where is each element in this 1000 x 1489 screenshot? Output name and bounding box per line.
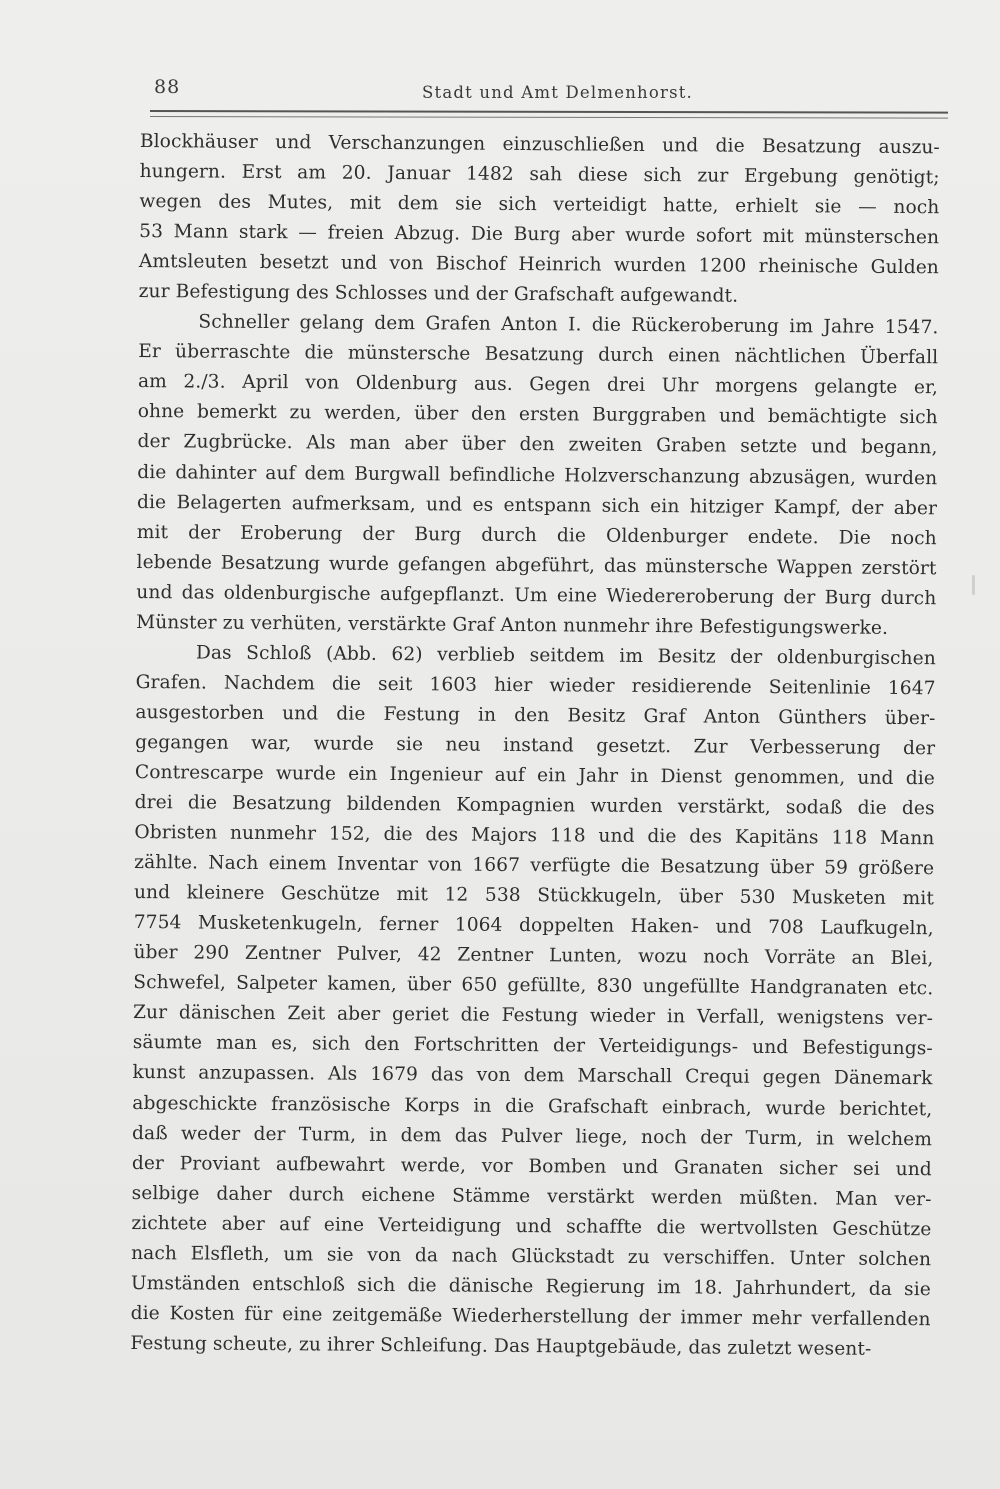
text-line: hungern. Erst am 20. Januar 1482 sah diese sich zur Ergebung genötigt; bbox=[139, 161, 940, 189]
text-line: die dahinter auf dem Burgwall befindliche Holzverschanzung abzusägen, wurden bbox=[137, 461, 938, 489]
text-line: nach Elsfleth, um sie von da nach Glückstadt zu verschiffen. Unter solchen bbox=[131, 1242, 932, 1270]
text-line: Festung scheute, zu ihrer Schleifung. Das Hauptgebäude, das zuletzt wesent- bbox=[130, 1332, 872, 1360]
paragraph bbox=[130, 638, 936, 1365]
text-line: Schwefel, Salpeter kamen, über 650 gefüllte, 830 ungefüllte Handgranaten etc. bbox=[133, 972, 934, 1000]
text-line: Grafen. Nachdem die seit 1603 hier wieder residierende Seitenlinie 1647 bbox=[135, 671, 936, 700]
text-line: drei die Besatzung bildenden Kompagnien wurden verstärkt, sodaß die des bbox=[134, 792, 935, 820]
scan-artifact bbox=[972, 575, 975, 595]
text-line: gegangen war, wurde sie neu instand gesetzt. Zur Verbesserung der bbox=[135, 731, 936, 760]
text-line: Das Schloß (Abb. 62) verblieb seitdem im Besitz der oldenburgischen bbox=[195, 642, 936, 670]
running-head bbox=[150, 72, 948, 112]
text-line: Er überraschte die münstersche Besatzung durch einen nächtlichen Überfall bbox=[138, 341, 939, 369]
text-line: 53 Mann stark — freien Abzug. Die Burg aber wurde sofort mit münsterschen bbox=[139, 221, 940, 249]
body-text bbox=[130, 127, 940, 1365]
text-line: zichtete aber auf eine Verteidigung und schaffte die wertvollsten Geschütze bbox=[131, 1212, 932, 1240]
running-title: Stadt und Amt Delmenhorst. bbox=[422, 83, 694, 102]
text-line: und kleinere Geschütze mit 12 538 Stückkugeln, über 530 Musketen mit bbox=[133, 882, 935, 910]
page-number: 88 bbox=[154, 76, 181, 98]
text-line: kunst anzupassen. Als 1679 das von dem Marschall Crequi gegen Dänemark bbox=[132, 1062, 933, 1090]
text-line: abgeschickte französische Korps in die Grafschaft einbrach, wurde berichtet, bbox=[132, 1092, 933, 1120]
text-line: Zur dänischen Zeit aber geriet die Festung wieder in Verfall, wenigstens ver- bbox=[132, 1002, 934, 1030]
text-line: am 2./3. April von Oldenburg aus. Gegen drei Uhr morgens gelangte er, bbox=[137, 371, 939, 399]
text-line: die Kosten für eine zeitgemäße Wiederherstellung der immer mehr verfallenden bbox=[130, 1302, 931, 1331]
text-line: die Belagerten aufmerksam, und es entspann sich ein hitziger Kampf, der aber bbox=[136, 491, 938, 519]
text-line: daß weder der Turm, in dem das Pulver liege, noch der Turm, in welchem bbox=[132, 1122, 933, 1150]
text-line: ausgestorben und die Festung in den Besitz Graf Anton Günthers über- bbox=[135, 701, 936, 730]
text-line: säumte man es, sich den Fortschritten der Verteidigungs- und Befestigungs- bbox=[132, 1032, 933, 1060]
text-line: wegen des Mutes, mit dem sie sich verteidigt hatte, erhielt sie — noch bbox=[139, 191, 940, 219]
text-line: lebende Besatzung wurde gefangen abgeführt, das münstersche Wappen zerstört bbox=[136, 551, 937, 579]
text-line: Schneller gelang dem Grafen Anton I. die Rückeroberung im Jahre 1547. bbox=[198, 311, 939, 339]
text-line: selbige daher durch eichene Stämme verstärkt werden müßten. Man ver- bbox=[131, 1182, 932, 1210]
paragraph bbox=[136, 307, 939, 644]
text-line: Umständen entschloß sich die dänische Regierung im 18. Jahrhundert, da sie bbox=[130, 1272, 931, 1301]
text-line: Amtsleuten besetzt und von Bischof Heinrich wurden 1200 rheinische Gulden bbox=[138, 251, 939, 279]
text-line: der Zugbrücke. Als man aber über den zweiten Graben setzte und begann, bbox=[137, 431, 938, 459]
text-line: Obristen nunmehr 152, die des Majors 118 und die des Kapitäns 118 Mann bbox=[134, 822, 935, 850]
text-line: 7754 Musketenkugeln, ferner 1064 doppelten Haken- und 708 Laufkugeln, bbox=[133, 912, 934, 940]
text-line: Münster zu verhüten, verstärkte Graf Anton nunmehr ihre Befestigungswerke. bbox=[136, 611, 889, 639]
text-line: mit der Eroberung der Burg durch die Oldenburger endete. Die noch bbox=[136, 521, 937, 549]
text-line: der Proviant aufbewahrt werde, vor Bomben und Granaten sicher sei und bbox=[131, 1152, 932, 1180]
paragraph bbox=[139, 127, 940, 314]
text-line: Blockhäuser und Verschanzungen einzuschließen und die Besatzung auszu- bbox=[139, 130, 940, 159]
text-line: über 290 Zentner Pulver, 42 Zentner Lunten, wozu noch Vorräte an Blei, bbox=[133, 942, 934, 970]
text-line: und das oldenburgische aufgepflanzt. Um eine Wiedereroberung der Burg durch bbox=[136, 581, 937, 609]
header-rule-thin bbox=[150, 116, 948, 119]
text-line: zählte. Nach einem Inventar von 1667 verfügte die Besatzung über 59 größere bbox=[134, 852, 935, 880]
header-rule-thick bbox=[150, 110, 948, 113]
text-line: Contrescarpe wurde ein Ingenieur auf ein Jahr in Dienst genommen, und die bbox=[134, 761, 935, 790]
text-line: zur Befestigung des Schlosses und der Grafschaft aufgewandt. bbox=[138, 281, 739, 307]
text-line: ohne bemerkt zu werden, über den ersten Burggraben und bemächtigte sich bbox=[137, 401, 938, 429]
